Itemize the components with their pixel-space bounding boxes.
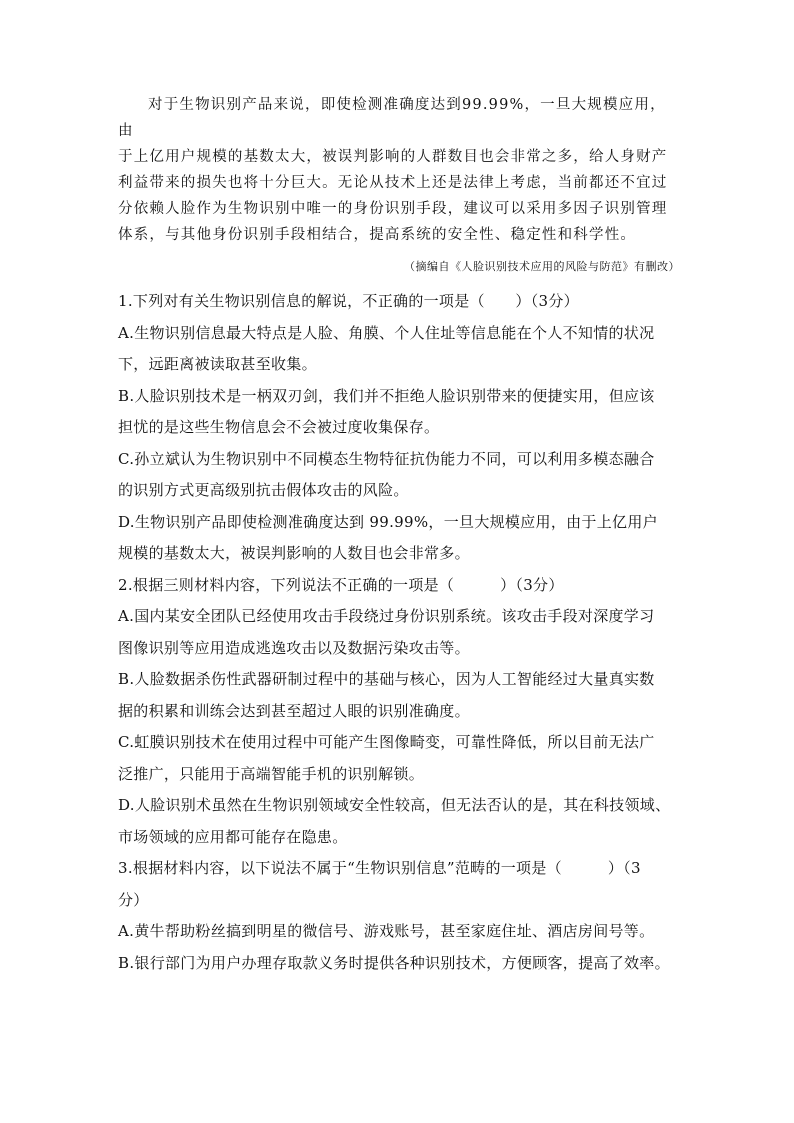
option-line: 下，远距离被读取甚至收集。 xyxy=(118,355,317,373)
option-d xyxy=(118,507,678,570)
question-stem: 1.下列对有关生物识别信息的解说，不正确的一项是（ ）（3分） xyxy=(118,292,579,310)
passage-line: 体系，与其他身份识别手段相结合，提高系统的安全性、稳定性和科学性。 xyxy=(118,227,637,243)
option-b xyxy=(118,664,678,727)
option-line: A.生物识别信息最大特点是人脸、角膜、个人住址等信息能在个人不知情的状况 xyxy=(118,323,655,342)
option-d xyxy=(118,790,678,853)
source-citation: （摘编自《人脸识别技术应用的风险与防范》有删改） xyxy=(404,260,680,273)
option-line: A.黄牛帮助粉丝搞到明星的微信号、游戏账号，甚至家庭住址、酒店房间号等。 xyxy=(118,922,655,940)
option-c xyxy=(118,727,678,790)
option-line: B.人脸识别技术是一柄双刃剑，我们并不拒绝人脸识别带来的便捷实用，但应该 xyxy=(118,386,655,405)
question-2 xyxy=(118,570,678,854)
question-stem: 3.根据材料内容，以下说法不属于“生物识别信息”范畴的一项是（ ）（3 xyxy=(118,859,641,877)
option-line: 图像识别等应用造成逃逸攻击以及数据污染攻击等。 xyxy=(118,638,470,657)
option-line: D.生物识别产品即使检测准确度达到 99.99%，一旦大规模应用，由于上亿用户 xyxy=(118,512,658,531)
passage-line: 对于生物识别产品来说，即使检测准确度达到99.99%，一旦大规模应用，由 xyxy=(118,97,666,139)
question-1 xyxy=(118,286,678,570)
passage-line: 分依赖人脸作为生物识别中唯一的身份识别手段，建议可以采用多因子识别管理 xyxy=(118,201,668,217)
option-line: 泛推广，只能用于高端智能手机的识别解锁。 xyxy=(118,764,425,783)
option-line: B.人脸数据杀伤性武器研制过程中的基础与核心，因为人工智能经过大量真实数 xyxy=(118,670,655,688)
option-line: 据的积累和训练会达到甚至超过人眼的识别准确度。 xyxy=(118,701,470,720)
question-3 xyxy=(118,853,678,979)
option-c xyxy=(118,444,678,507)
option-a xyxy=(118,601,678,664)
option-a xyxy=(118,916,678,948)
question-stem: 2.根据三则材料内容，下列说法不正确的一项是（ ）（3分） xyxy=(118,575,564,594)
option-line: C.虹膜识别技术在使用过程中可能产生图像畸变，可靠性降低，所以目前无法广 xyxy=(118,733,655,751)
option-line: 市场领域的应用都可能存在隐患。 xyxy=(118,827,348,846)
option-a xyxy=(118,318,678,381)
option-line: 规模的基数太大，被误判影响的人数目也会非常多。 xyxy=(118,544,470,562)
passage-line: 于上亿用户规模的基数太大，被误判影响的人群数目也会非常之多，给人身财产 xyxy=(118,149,668,165)
option-line: 的识别方式更高级别抗击假体攻击的风险。 xyxy=(118,481,409,499)
option-line: C.孙立斌认为生物识别中不同模态生物特征抗伪能力不同，可以利用多模态融合 xyxy=(118,449,655,468)
passage-excerpt xyxy=(118,92,678,248)
passage-line: 利益带来的损失也将十分巨大。无论从技术上还是法律上考虑，当前都还不宜过 xyxy=(118,175,668,191)
option-line: A.国内某安全团队已经使用攻击手段绕过身份识别系统。该攻击手段对深度学习 xyxy=(118,607,655,625)
option-line: B.银行部门为用户办理存取款义务时提供各种识别技术，方便顾客，提高了效率。 xyxy=(118,953,670,972)
option-line: D.人脸识别术虽然在生物识别领域安全性较高，但无法否认的是，其在科技领域、 xyxy=(118,796,671,814)
question-stem: 分） xyxy=(118,890,149,909)
option-b xyxy=(118,381,678,444)
option-line: 担忧的是这些生物信息会不会被过度收集保存。 xyxy=(118,418,440,436)
question-list xyxy=(118,286,678,979)
option-b xyxy=(118,948,678,980)
